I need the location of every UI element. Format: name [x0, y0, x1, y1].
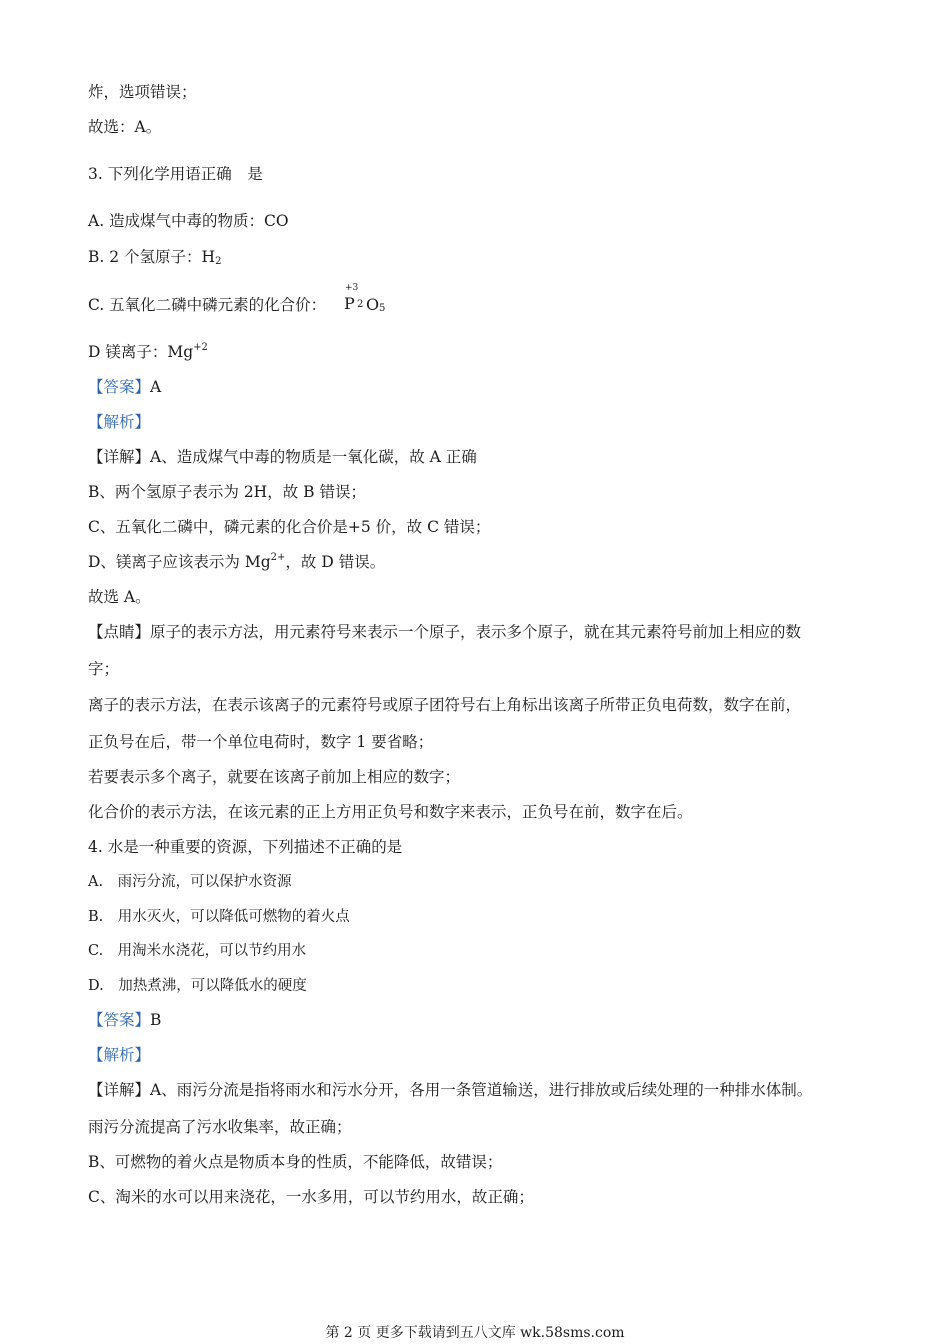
mg-ion-charge: 2+ [270, 552, 286, 563]
valence-mark: +3 [345, 283, 359, 293]
phosphorus-subscript: 2 [357, 299, 364, 310]
text-line: 炸，选项错误； [88, 83, 197, 101]
q3-option-c: C. 五氧化二磷中磷元素的化合价： [88, 296, 327, 314]
detail-3 [88, 447, 477, 467]
detail-text: A、雨污分流是指将雨水和污水分开，各用一条管道输送，进行排放或后续处理的一种排水体制。 [150, 1081, 813, 1099]
detail-text: A、造成煤气中毒的物质是一氧化碳，故 A 正确 [150, 448, 477, 466]
remark-tag: 【点睛】 [88, 623, 151, 641]
text-line: 若要表示多个离子，就要在该离子前加上相应的数字； [88, 768, 461, 786]
q3d-text: D 镁离子：Mg [88, 343, 194, 361]
q3-option-a: A. 造成煤气中毒的物质：CO [88, 212, 289, 230]
text-line: B、可燃物的着火点是物质本身的性质，不能降低，故错误； [88, 1153, 503, 1171]
text-line: C、五氧化二磷中，磷元素的化合价是+5 价，故 C 错误； [88, 518, 491, 536]
text-line: 故选：A。 [88, 118, 162, 136]
text-line [88, 552, 385, 572]
question-4-stem: 4. 水是一种重要的资源，下列描述不正确的是 [88, 838, 403, 856]
detail-tag: 【详解】 [88, 1081, 151, 1099]
question-3-stem: 3. 下列化学用语正确 是 [88, 165, 263, 183]
answer-value: A [150, 378, 162, 396]
p2o5-valence-formula [344, 283, 404, 323]
answer-tag: 【答案】 [88, 378, 151, 396]
detail-tag: 【详解】 [88, 448, 151, 466]
q4-option-b: B. 用水灭火，可以降低可燃物的着火点 [88, 909, 350, 925]
d-text: D、镁离子应该表示为 Mg [88, 553, 271, 571]
q3d-superscript: +2 [193, 342, 208, 353]
q3-option-b [88, 247, 221, 267]
answer-4 [88, 1010, 161, 1030]
analysis-tag-3: 【解析】 [88, 413, 151, 431]
text-line: 故选 A。 [88, 588, 151, 606]
q3-option-d [88, 342, 208, 362]
text-line: 雨污分流提高了污水收集率，故正确； [88, 1118, 352, 1136]
answer-3 [88, 377, 161, 397]
oxygen-subscript: 5 [379, 303, 386, 314]
q4-option-c: C. 用淘米水浇花，可以节约用水 [88, 943, 307, 959]
phosphorus-symbol: P [344, 294, 355, 313]
text-line: 离子的表示方法，在表示该离子的元素符号或原子团符号右上角标出该离子所带正负电荷数，数字在前， [88, 696, 802, 714]
text-line: 字； [88, 660, 120, 678]
q4-option-d: D. 加热煮沸，可以降低水的硬度 [88, 978, 307, 994]
text-line: B、两个氢原子表示为 2H，故 B 错误； [88, 483, 366, 501]
answer-tag: 【答案】 [88, 1011, 151, 1029]
q3b-text: B. 2 个氢原子：H [88, 248, 216, 266]
remark-3 [88, 622, 801, 642]
page-footer: 第 2 页 更多下载请到五八文库 wk.58sms.com [325, 1325, 625, 1341]
text-line: 正负号在后，带一个单位电荷时，数字 1 要省略； [88, 733, 434, 751]
text-line: C、淘米的水可以用来浇花，一水多用，可以节约用水，故正确； [88, 1188, 534, 1206]
q3b-subscript: 2 [215, 256, 222, 267]
detail-4 [88, 1080, 812, 1100]
remark-text: 原子的表示方法，用元素符号来表示一个原子，表示多个原子，就在其元素符号前加上相应的数 [150, 623, 802, 641]
q4-option-a: A. 雨污分流，可以保护水资源 [88, 874, 292, 890]
oxygen-symbol: O [366, 295, 380, 314]
answer-value: B [150, 1011, 162, 1029]
d-text-end: ，故 D 错误。 [285, 553, 386, 571]
text-line: 化合价的表示方法，在该元素的正上方用正负号和数字来表示，正负号在前，数字在后。 [88, 803, 693, 821]
analysis-tag-4: 【解析】 [88, 1046, 151, 1064]
